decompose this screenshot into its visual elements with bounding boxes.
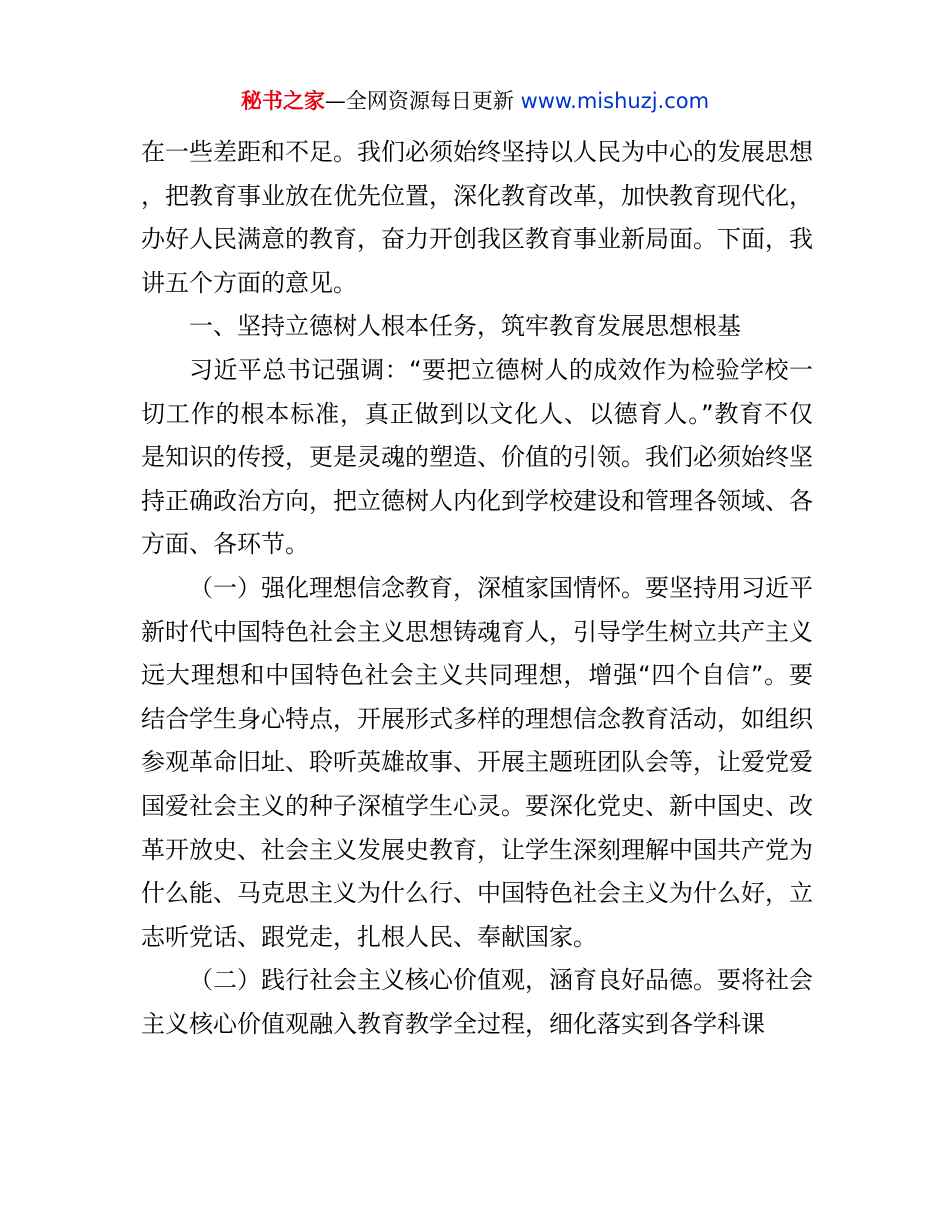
subsection-1: （一）强化理想信念教育，深植家国情怀。要坚持用习近平新时代中国特色社会主义思想铸魂育人，引导学生树立共产主义远大理想和中国特色社会主义共同理想，增强“四个自信”。要结合学生身心特点，开展形式多样的理想信念教育活动，如组织参观革命旧址、聆听英雄故事、开展主题班团队会等，让爱党爱国爱社会主义的种子深植学生心灵。要深化党史、新中国史、改革开放史、社会主义发展史教育，让学生深刻理解中国共产党为什么能、马克思主义为什么行、中国特色社会主义为什么好，立志听党话、跟党走，扎根人民、奉献国家。 [141, 573, 813, 951]
header-tagline: —全网资源每日更新 [324, 89, 521, 113]
paragraph-continuation: 在一些差距和不足。我们必须始终坚持以人民为中心的发展思想，把教育事业放在优先位置，深化教育改革，加快教育现代化，办好人民满意的教育，奋力开创我区教育事业新局面。下面，我讲五个方面的意见。 [141, 138, 813, 297]
section-heading-1: 一、坚持立德树人根本任务，筑牢教育发展思想根基 [189, 312, 741, 341]
document-body [141, 131, 813, 1046]
subsection-2: （二）践行社会主义核心价值观，涵育良好品德。要将社会主义核心价值观融入教育教学全过程，细化落实到各学科课 [141, 966, 813, 1038]
paragraph-quote: 习近平总书记强调：“要把立德树人的成效作为检验学校一切工作的根本标准，真正做到以文化人、以德育人。”教育不仅是知识的传授，更是灵魂的塑造、价值的引领。我们必须始终坚持正确政治方向，把立德树人内化到学校建设和管理各领域、各方面、各环节。 [141, 355, 813, 559]
brand-name: 秘书之家 [240, 89, 325, 113]
site-url-link[interactable]: www.mishuzj.com [520, 89, 710, 113]
site-header [0, 86, 950, 116]
